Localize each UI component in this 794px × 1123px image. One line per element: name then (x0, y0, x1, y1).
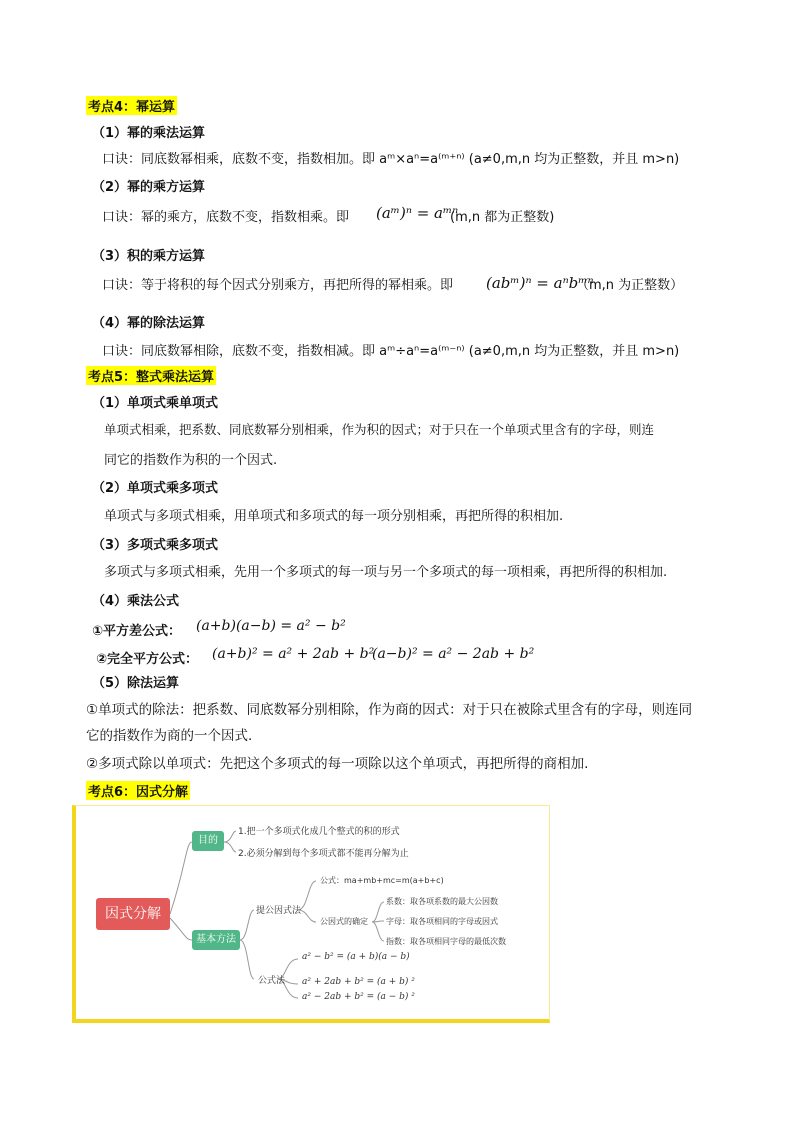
k5-f2b: (a−b)² = a² − 2ab + b² (372, 646, 535, 662)
formula-1: a² − b² = (a + b)(a − b) (302, 952, 410, 962)
section-title-k5: 考点5：整式乘法运算 (86, 366, 216, 385)
common-factor-def: 公因式的确定 (320, 917, 368, 926)
k4-s4-text: 口诀：同底数幂相除，底数不变，指数相减。即 aᵐ÷aⁿ=a⁽ᵐ⁻ⁿ⁾ (a≠0,m,n 均为正整数，并且 m>n) (102, 344, 680, 359)
extract-formula: 公式：ma+mb+mc=m(a+b+c) (320, 876, 444, 885)
goal-item-1: 1.把一个多项式化成几个整式的积的形式 (238, 827, 400, 837)
k5-d2: ②多项式除以单项式：先把这个多项式的每一项除以这个单项式，再把所得的商相加. (86, 756, 589, 772)
k5-s1-title: （1）单项式乘单项式 (92, 396, 219, 411)
k5-d1-line2: 它的指数作为商的一个因式. (86, 728, 253, 744)
section-title-k4: 考点4：幂运算 (86, 96, 177, 115)
k4-s3-text: 口诀：等于将积的每个因式分别乘方，再把所得的幂相乘。即 (102, 278, 454, 293)
rule-coefficient: 系数：取各项系数的最大公因数 (386, 897, 498, 906)
k5-s2-text: 单项式与多项式相乘，用单项式和多项式的每一项分别相乘，再把所得的积相加. (104, 509, 564, 524)
method-formula: 公式法 (258, 976, 286, 986)
k4-s2-note: (m,n 都为正整数) (450, 210, 555, 225)
formula-2: a² + 2ab + b² = (a + b) ² (302, 977, 415, 987)
k5-f2a: (a+b)² = a² + 2ab + b² (212, 646, 375, 662)
mindmap-goal: 目的 (192, 831, 224, 851)
k5-s1-line2: 同它的指数作为积的一个因式. (104, 453, 278, 468)
k4-s4-title: （4）幂的除法运算 (92, 316, 206, 331)
section-title-k6: 考点6：因式分解 (86, 781, 190, 800)
rule-letters: 字母：取各项相同的字母或因式 (386, 917, 498, 926)
rule-exponent: 指数：取各项相同字母的最低次数 (386, 937, 506, 946)
k5-f1: (a+b)(a−b) = a² − b² (196, 618, 346, 634)
k4-s2-formula: (aᵐ)ⁿ = aᵐⁿ (376, 204, 459, 222)
k5-f2-label: ②完全平方公式： (96, 652, 199, 667)
formula-3: a² − 2ab + b² = (a − b) ² (302, 992, 415, 1002)
method-extract: 提公因式法 (256, 906, 302, 916)
k5-d1-line1: ①单项式的除法：把系数、同底数幂分别相除，作为商的因式：对于只在被除式里含有的字母，则连同 (86, 702, 693, 718)
k5-f1-label: ①平方差公式： (92, 624, 182, 639)
k4-s3-formula: (abᵐ)ⁿ = aⁿbᵐⁿ (486, 274, 594, 292)
k4-s1-text: 口诀：同底数幂相乘，底数不变，指数相加。即 aᵐ×aⁿ=a⁽ᵐ⁺ⁿ⁾ (a≠0,m,n 均为正整数，并且 m>n) (102, 152, 680, 167)
k5-s3-title: （3）多项式乘多项式 (92, 538, 219, 553)
k4-s2-title: （2）幂的乘方运算 (92, 180, 206, 195)
k5-s1-line1: 单项式相乘，把系数、同底数幂分别相乘，作为积的因式；对于只在一个单项式里含有的字母，则连 (104, 422, 655, 437)
k5-s3-text: 多项式与多项式相乘，先用一个多项式的每一项与另一个多项式的每一项相乘，再把所得的积相加. (104, 565, 668, 580)
k5-s2-title: （2）单项式乘多项式 (92, 481, 219, 496)
factorization-mindmap (72, 805, 550, 1023)
mindmap-method: 基本方法 (192, 930, 240, 950)
goal-item-2: 2.必须分解到每个多项式都不能再分解为止 (238, 849, 409, 859)
k5-s5-title: （5）除法运算 (92, 676, 180, 691)
k4-s2-text: 口诀：幂的乘方，底数不变，指数相乘。即 (102, 210, 350, 225)
mindmap-root: 因式分解 (96, 898, 170, 930)
k4-s3-note: （m,n 为正整数） (576, 278, 684, 293)
k4-s1-title: （1）幂的乘法运算 (92, 126, 206, 141)
k4-s3-title: （3）积的乘方运算 (92, 249, 206, 264)
k5-s4-title: （4）乘法公式 (92, 594, 180, 609)
